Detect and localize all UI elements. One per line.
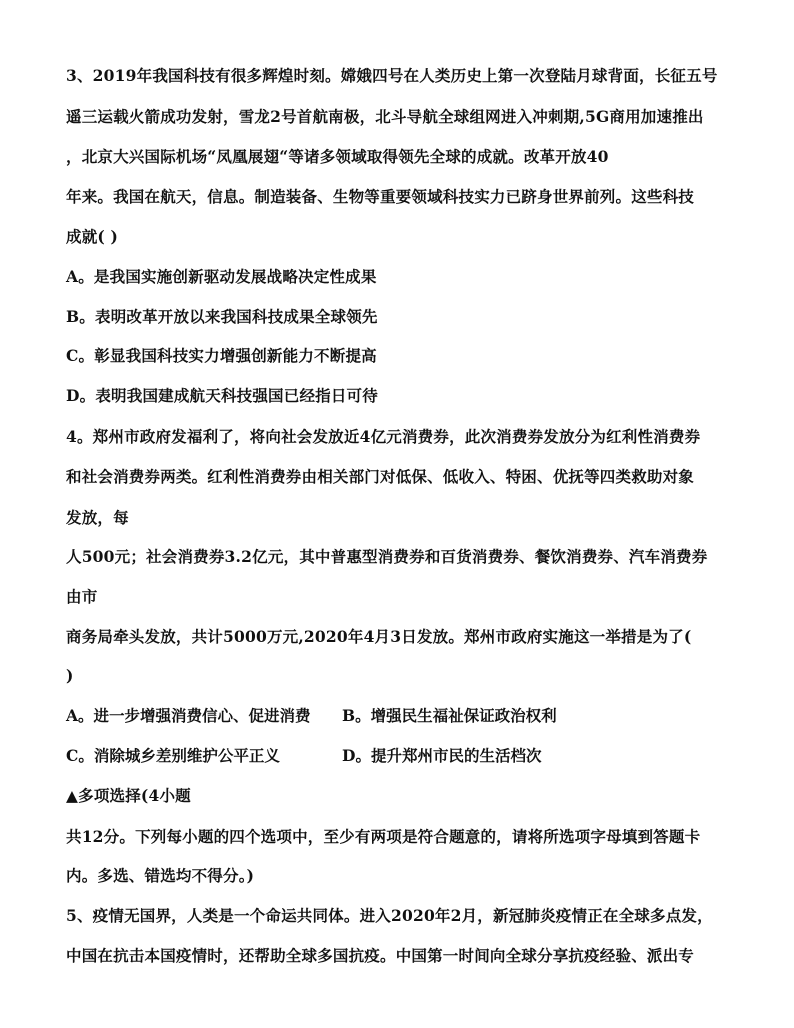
q4-stem-line-7: ) bbox=[66, 666, 74, 685]
q4-stem-line-6: 商务局牵头发放，共计5000万元,2020年4月3日发放。郑州市政府实施这一举措是为了( bbox=[66, 627, 692, 646]
q4-stem-line-4: 人500元；社会消费券3.2亿元，其中普惠型消费券和百货消费券、餐饮消费券、汽车消费券 bbox=[66, 547, 708, 566]
q3-option-c: C。彰显我国科技实力增强创新能力不断提高 bbox=[66, 346, 377, 365]
q4-stem-line-3: 发放，每 bbox=[66, 508, 129, 527]
q4-option-b: B。增强民生福祉保证政治权利 bbox=[342, 706, 557, 725]
q3-option-a: A。是我国实施创新驱动发展战略决定性成果 bbox=[66, 267, 377, 286]
section-heading-multiple-choice: ▲多项选择(4小题 bbox=[66, 786, 191, 805]
q3-stem-line-5: 成就( ) bbox=[66, 227, 119, 246]
q3-stem-line-3: ，北京大兴国际机场“凤凰展翅“等诸多领域取得领先全球的成就。改革开放40 bbox=[66, 147, 609, 166]
q4-stem-line-2: 和社会消费券两类。红利性消费券由相关部门对低保、低收入、特困、优抚等四类救助对象 bbox=[66, 467, 695, 486]
q3-stem-line-4: 年来。我国在航天，信息。制造装备、生物等重要领域科技实力已跻身世界前列。这些科技 bbox=[66, 187, 695, 206]
q4-option-c: C。消除城乡差别维护公平正义 bbox=[66, 746, 280, 765]
q5-stem-line-2: 中国在抗击本国疫情时，还帮助全球多国抗疫。中国第一时间向全球分享抗疫经验、派出专 bbox=[66, 946, 695, 965]
q4-option-a: A。进一步增强消费信心、促进消费 bbox=[66, 706, 311, 725]
q3-stem-line-1: 3、2019年我国科技有很多辉煌时刻。嫦娥四号在人类历史上第一次登陆月球背面，长征五号 bbox=[66, 66, 718, 85]
section-instructions-line-2: 内。多选、错选均不得分。) bbox=[66, 866, 255, 885]
q4-option-d: D。提升郑州市民的生活档次 bbox=[342, 746, 542, 765]
section-instructions-line-1: 共12分。下列每小题的四个选项中，至少有两项是符合题意的，请将所选项字母填到答题卡 bbox=[66, 827, 701, 846]
q3-option-d: D。表明我国建成航天科技强国已经指日可待 bbox=[66, 386, 378, 405]
q4-stem-line-1: 4。郑州市政府发福利了，将向社会发放近4亿元消费券，此次消费券发放分为红利性消费券 bbox=[66, 427, 701, 446]
q3-stem-line-2: 遥三运载火箭成功发射，雪龙2号首航南极，北斗导航全球组网进入冲刺期,5G商用加速推出 bbox=[66, 107, 704, 126]
q5-stem-line-1: 5、疫情无国界，人类是一个命运共同体。进入2020年2月，新冠肺炎疫情正在全球多点发， bbox=[66, 906, 713, 925]
q4-stem-line-5: 由市 bbox=[66, 587, 98, 606]
q3-option-b: B。表明改革开放以来我国科技成果全球领先 bbox=[66, 307, 378, 326]
